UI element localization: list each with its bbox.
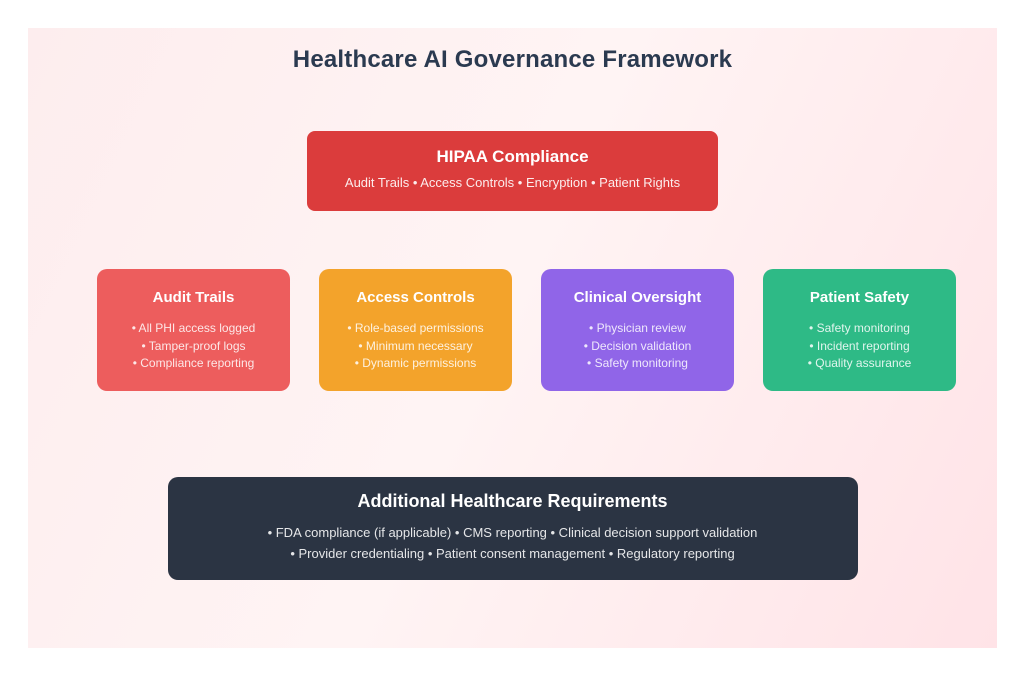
pillar-title: Patient Safety	[809, 289, 910, 306]
pillar-item: • Safety monitoring	[809, 321, 910, 335]
pillar-item: • Minimum necessary	[358, 338, 473, 353]
pillar-title: Access Controls	[356, 289, 475, 306]
pillar-item: • Quality assurance	[807, 356, 912, 370]
pillar-item: • Decision validation	[583, 338, 692, 353]
hipaa-compliance-box	[307, 131, 718, 211]
pillar-row	[42, 269, 1011, 391]
pillar-card-patient-safety	[763, 269, 956, 391]
additional-requirements-title: Additional Healthcare Requirements	[357, 491, 668, 511]
pillar-item: • Dynamic permissions	[354, 356, 477, 370]
additional-requirements-line: • Provider credentialing • Patient consent management • Regulatory reporting	[290, 546, 735, 561]
hipaa-subtitle: Audit Trails • Access Controls • Encryption • Patient Rights	[344, 175, 681, 190]
pillar-item: • Physician review	[589, 321, 686, 335]
pillar-item: • Role-based permissions	[347, 321, 484, 335]
additional-requirements-line: • FDA compliance (if applicable) • CMS reporting • Clinical decision support validation	[267, 525, 758, 540]
pillar-item: • Compliance reporting	[132, 356, 255, 370]
pillar-card-access-controls	[319, 269, 512, 391]
pillar-item: • Safety monitoring	[587, 356, 688, 370]
pillar-item: • Incident reporting	[809, 338, 910, 353]
pillar-title: Clinical Oversight	[573, 289, 702, 306]
page-title: Healthcare AI Governance Framework	[292, 46, 733, 73]
hipaa-title: HIPAA Compliance	[436, 147, 589, 166]
framework-panel	[28, 28, 997, 648]
additional-requirements-box	[168, 477, 858, 580]
pillar-item: • Tamper-proof logs	[141, 338, 246, 353]
pillar-card-clinical-oversight	[541, 269, 734, 391]
pillar-card-audit-trails	[97, 269, 290, 391]
pillar-item: • All PHI access logged	[131, 321, 256, 335]
pillar-title: Audit Trails	[152, 289, 235, 306]
